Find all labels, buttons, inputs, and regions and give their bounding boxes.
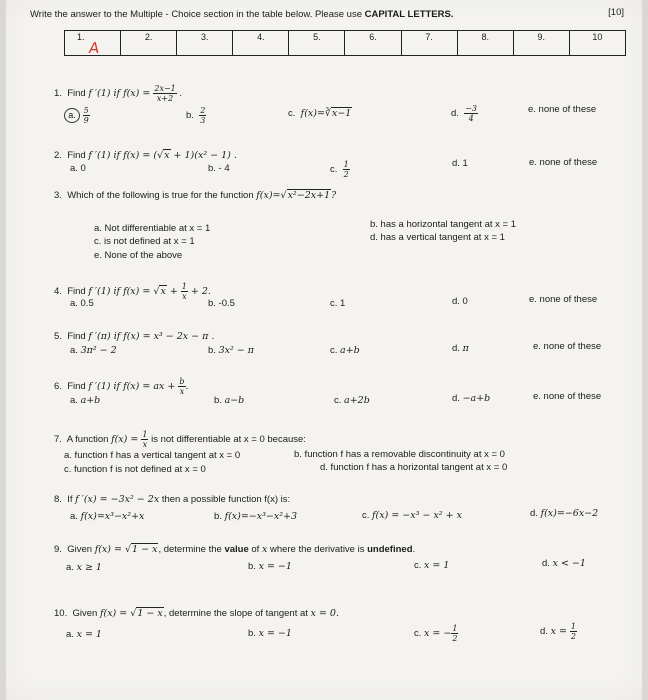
q1-c-label: c. [288, 108, 296, 119]
answer-cell-5[interactable] [289, 31, 345, 56]
question-9-stem [54, 544, 415, 555]
q2-option-e[interactable]: e. none of these [529, 157, 598, 168]
q1-d-fraction [464, 104, 478, 123]
q9-a-formula: x ≥ 1 [76, 562, 102, 573]
q3-option-a[interactable]: a. Not differentiable at x = 1 [94, 223, 211, 234]
answer-cell-5-label: 5. [313, 32, 321, 42]
q7-stem-post: is not differentiable at x = 0 because: [148, 434, 306, 445]
q10-stem-pre: Given [72, 608, 100, 619]
q1-b-fraction [199, 106, 206, 125]
q8-option-c[interactable] [362, 510, 462, 521]
q7-stem-pre: A function [66, 434, 112, 445]
q1-option-c[interactable] [288, 108, 352, 119]
q8-d-formula: f(x)=−6x−2 [540, 508, 599, 519]
q6-stem-text: Find [67, 381, 89, 392]
instruction-bold: CAPITAL LETTERS. [364, 9, 454, 20]
q10-a-formula: x = 1 [76, 629, 102, 640]
q6-option-a[interactable] [70, 395, 100, 406]
q10-option-b[interactable] [248, 628, 292, 639]
q9-formula: f(x) = √1 − x [94, 544, 158, 555]
q7-option-a[interactable]: a. function f has a vertical tangent at x = 0 [64, 450, 241, 461]
q5-d-formula: π [462, 343, 469, 354]
q1-a-den: 9 [83, 116, 89, 125]
q5-option-a[interactable] [70, 345, 117, 356]
q9-c-label: c. [414, 560, 425, 571]
q6-number: 6. [54, 381, 62, 392]
q8-c-formula: f(x) = −x³ − x² + x [372, 510, 462, 521]
q9-b-formula: x = −1 [258, 561, 292, 572]
answer-cell-9-label: 9. [537, 32, 546, 42]
q4-number: 4. [54, 286, 62, 297]
answer-cell-8-label: 8. [481, 32, 489, 42]
q4-option-d[interactable]: d. 0 [452, 296, 468, 307]
q2-formula: f ′(1) if f(x) = (√x + 1)(x² − 1) . [88, 150, 237, 161]
q1-stem-text: Find [67, 88, 89, 100]
q1-a-fraction [83, 106, 90, 125]
q3-option-d[interactable]: d. has a vertical tangent at x = 1 [370, 232, 505, 243]
q10-d-formula: x = $\frac{1}{2}$ [550, 622, 577, 641]
q5-option-c[interactable] [330, 345, 360, 356]
q9-a-label: a. [66, 562, 77, 573]
q9-stem-bold1: value [224, 544, 249, 555]
q8-c-label: c. [362, 510, 373, 521]
q5-b-formula: 3x² − π [218, 345, 255, 356]
q10-at-x: x = 0. [310, 608, 339, 619]
q1-d-den: 4 [468, 114, 474, 123]
q10-b-formula: x = −1 [258, 628, 292, 639]
q9-stem-end: . [412, 544, 416, 555]
q10-b-label: b. [248, 628, 259, 639]
q6-d-label: d. [452, 393, 463, 404]
q9-d-label: d. [542, 558, 553, 569]
answer-cell-3[interactable] [177, 31, 233, 56]
q8-d-label: d. [530, 508, 541, 519]
answer-cell-3-label: 3. [200, 32, 209, 42]
question-1-stem: 1. Find f ′(1) if f(x) = $\frac{2x-1}{x+2}$ . [54, 84, 183, 103]
q1-circled-a: a. [64, 108, 80, 123]
q8-a-label: a. [70, 511, 81, 522]
q1-option-d[interactable] [451, 104, 478, 123]
q6-option-d[interactable] [452, 393, 490, 404]
q10-c-label: c. [414, 628, 425, 639]
points-label: [10] [608, 7, 624, 18]
q9-c-formula: x = 1 [424, 560, 450, 571]
q8-stem-post: then a possible function f(x) is: [159, 494, 291, 505]
q5-number: 5. [54, 331, 62, 342]
q1-a-num: 5 [83, 106, 89, 115]
q8-b-formula: f(x)=−x³−x²+3 [224, 511, 298, 522]
q6-option-c[interactable] [334, 395, 370, 406]
q1-option-e[interactable]: e. none of these [528, 104, 597, 115]
q4-formula: f ′(1) if f(x) = √x + $\frac{1}{x}$ + 2. [88, 282, 211, 301]
q1-b-label: b. [186, 110, 194, 122]
q1-b-num: 2 [200, 106, 206, 115]
q6-c-label: c. [334, 395, 345, 406]
answer-cell-7-label: 7. [425, 32, 433, 42]
q8-option-b[interactable] [214, 511, 297, 522]
q2-c-num: 1 [343, 160, 349, 169]
q8-a-formula: f(x)=x³−x²+x [80, 511, 145, 522]
q5-c-label: c. [330, 345, 341, 356]
q9-d-formula: x < −1 [552, 558, 586, 569]
q2-option-b[interactable]: b. - 4 [208, 163, 230, 174]
q10-d-label: d. [540, 626, 551, 637]
q10-option-a[interactable] [66, 629, 102, 640]
question-8-stem [54, 494, 290, 505]
q1-formula: f ′(1) if f(x) = [88, 88, 154, 100]
answer-cell-8[interactable] [457, 31, 513, 56]
handwritten-answer: A [87, 39, 101, 57]
q10-option-c[interactable] [414, 624, 458, 643]
q9-number: 9. [54, 544, 62, 555]
q8-option-a[interactable] [70, 511, 144, 522]
q4-stem-text: Find [67, 286, 89, 297]
q8-b-label: b. [214, 511, 225, 522]
q7-option-d[interactable]: d. function f has a horizontal tangent at x = 0 [320, 462, 508, 473]
q4-option-a[interactable]: a. 0.5 [70, 298, 94, 309]
q6-b-formula: a−b [224, 395, 245, 406]
q5-stem-text: Find [67, 331, 89, 342]
q5-a-formula: 3π² − 2 [80, 345, 117, 356]
answer-cell-7[interactable] [401, 31, 457, 56]
q3-number: 3. [54, 190, 62, 201]
q9-option-b[interactable] [248, 561, 292, 572]
answer-cell-6[interactable] [345, 31, 401, 56]
q4-option-c[interactable]: c. 1 [330, 298, 346, 309]
answer-cell-9[interactable] [513, 31, 569, 56]
q3-formula: f(x)=√x²−2x+1? [256, 190, 337, 201]
q9-stem-bold2: undefined [367, 544, 413, 555]
q9-b-label: b. [248, 561, 259, 572]
q3-option-b[interactable]: b. has a horizontal tangent at x = 1 [370, 219, 517, 230]
q5-option-b[interactable] [208, 345, 254, 356]
q9-stem-pre: Given [67, 544, 95, 555]
q2-c-fraction [343, 160, 350, 179]
q5-b-label: b. [208, 345, 219, 356]
answer-cell-1-label: 1. [77, 32, 85, 42]
question-6-stem [54, 377, 189, 396]
q5-option-d[interactable] [452, 343, 469, 354]
answer-cell-6-label: 6. [369, 32, 377, 42]
question-2-stem [54, 150, 237, 161]
question-3-stem [54, 190, 336, 201]
q10-a-label: a. [66, 629, 77, 640]
q3-option-e[interactable]: e. None of the above [94, 250, 183, 261]
q9-option-a[interactable] [66, 562, 102, 573]
q3-stem-text: Which of the following is true for the function [67, 190, 257, 201]
q7-option-b[interactable]: b. function f has a removable discontinuity at x = 0 [294, 449, 505, 460]
q6-c-formula: a+2b [344, 395, 370, 406]
q7-formula: f(x) = $\frac{1}{x}$ [111, 430, 148, 449]
question-7-stem [54, 430, 306, 449]
worksheet-page [6, 0, 642, 700]
answer-table [64, 30, 626, 56]
q10-stem-post: , determine the slope of tangent at [163, 608, 311, 619]
q2-option-a[interactable]: a. 0 [70, 163, 86, 174]
q1-d-num: −3 [465, 104, 478, 113]
q2-c-label: c. [330, 164, 338, 176]
q9-stem-mid2: of [248, 544, 262, 555]
question-10-stem [54, 608, 339, 619]
q9-var-x: x [261, 544, 268, 555]
q2-number: 2. [54, 150, 62, 161]
q2-option-c[interactable] [330, 160, 350, 179]
q10-number: 10. [54, 608, 68, 619]
q9-stem-mid3: where the derivative is [267, 544, 368, 555]
q5-a-label: a. [70, 345, 81, 356]
q1-option-b[interactable] [186, 106, 206, 125]
answer-cell-10[interactable] [569, 31, 625, 56]
q8-option-d[interactable] [530, 508, 598, 519]
instruction-text [30, 9, 453, 20]
q6-b-label: b. [214, 395, 225, 406]
answer-cell-2[interactable] [121, 31, 177, 56]
q1-option-a[interactable] [64, 106, 90, 125]
q2-stem-text: Find [67, 150, 89, 161]
q5-c-formula: a+b [340, 345, 360, 356]
answer-cell-10-label: 10 [592, 32, 603, 42]
q9-stem-mid: , determine the [158, 544, 225, 555]
q1-d-label: d. [451, 108, 459, 120]
q10-option-d[interactable] [540, 622, 577, 641]
q5-formula: f ′(π) if f(x) = x³ − 2x − π . [88, 331, 215, 342]
q5-d-label: d. [452, 343, 463, 354]
q8-formula: f ′(x) = −3x² − 2x [75, 494, 160, 505]
q10-c-formula: x = − $\frac{1}{2}$ [424, 624, 458, 643]
q3-option-c[interactable]: c. is not defined at x = 1 [94, 236, 195, 247]
answer-cell-2-label: 2. [144, 32, 153, 42]
q4-option-b[interactable]: b. -0.5 [208, 298, 235, 309]
q6-a-formula: a+b [80, 395, 101, 406]
instruction-plain: Write the answer to the Multiple - Choice section in the table below. Please use [30, 9, 365, 20]
q6-option-b[interactable] [214, 395, 244, 406]
q9-option-d[interactable] [542, 558, 586, 569]
q7-option-c[interactable]: c. function f is not defined at x = 0 [64, 464, 206, 475]
question-5-stem [54, 331, 214, 342]
q6-a-label: a. [70, 395, 81, 406]
answer-cell-1[interactable] [65, 31, 121, 56]
answer-cell-4-label: 4. [257, 32, 265, 42]
answer-cell-4[interactable] [233, 31, 289, 56]
q2-option-d[interactable]: d. 1 [452, 158, 468, 169]
q6-formula: f ′(1) if f(x) = ax + $\frac{b}{x}$ . [88, 377, 189, 396]
q8-stem-pre: If [67, 494, 76, 505]
q1-fraction: $\frac{2x-1}{x+2}$ [154, 84, 176, 103]
q10-formula: f(x) = √1 − x [99, 608, 163, 619]
q5-option-e[interactable]: e. none of these [533, 341, 602, 352]
q4-option-e[interactable]: e. none of these [529, 294, 598, 305]
q1-b-den: 3 [200, 116, 206, 125]
q6-d-formula: −a+b [462, 393, 491, 404]
q9-option-c[interactable] [414, 560, 449, 571]
q1-c-formula: f(x)=∛x−1 [300, 108, 352, 119]
q2-c-den: 2 [343, 170, 349, 179]
q1-number: 1. [54, 88, 62, 100]
q7-number: 7. [54, 434, 62, 445]
q6-option-e[interactable]: e. none of these [533, 391, 602, 402]
q8-number: 8. [54, 494, 62, 505]
